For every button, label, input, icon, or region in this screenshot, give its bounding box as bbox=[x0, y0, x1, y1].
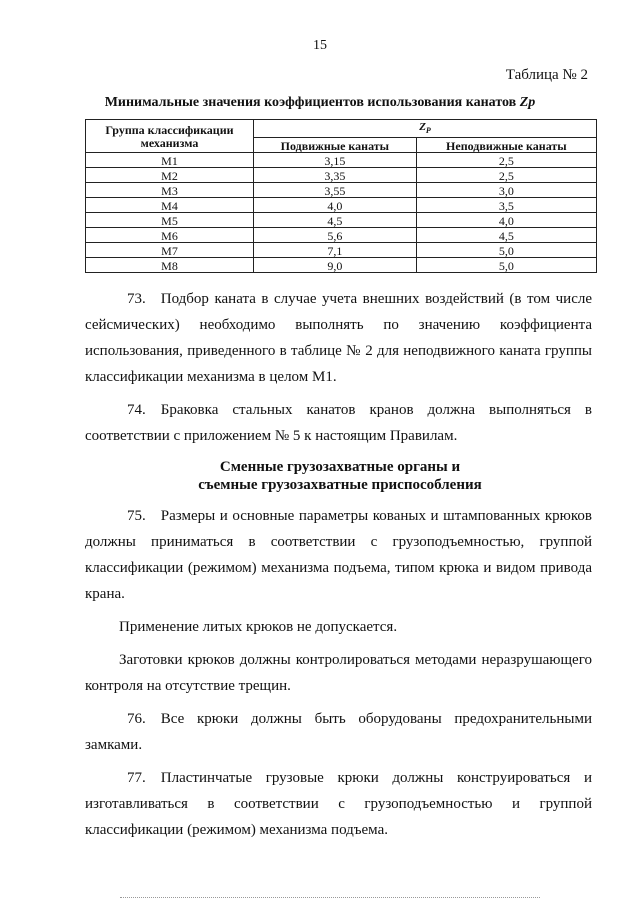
table-header-row bbox=[86, 120, 597, 138]
cell-moving: 9,0 bbox=[254, 258, 417, 273]
cell-group: M3 bbox=[86, 183, 254, 198]
section-heading bbox=[0, 458, 640, 494]
cell-group: M8 bbox=[86, 258, 254, 273]
cell-moving: 5,6 bbox=[254, 228, 417, 243]
cell-fixed: 5,0 bbox=[416, 243, 596, 258]
paragraph-77: 77. Пластинчатые грузовые крюки должны конструироваться и изготавливаться в соответствии с грузоподъемностью и группой классификации (режимом) механизма подъема. bbox=[85, 770, 592, 838]
cell-group: M6 bbox=[86, 228, 254, 243]
cell-fixed: 3,0 bbox=[416, 183, 596, 198]
table-row bbox=[86, 198, 597, 213]
paragraph-76: 76. Все крюки должны быть оборудованы предохранительными замками. bbox=[85, 711, 592, 753]
paragraphs-top bbox=[85, 286, 592, 456]
paragraphs-bottom bbox=[85, 503, 592, 850]
table-title bbox=[0, 95, 640, 111]
cell-fixed: 4,0 bbox=[416, 213, 596, 228]
cell-moving: 4,0 bbox=[254, 198, 417, 213]
header-zp-sub: P bbox=[425, 126, 431, 136]
table-title-text: Минимальные значения коэффициентов использования канатов bbox=[104, 95, 517, 110]
cell-fixed: 2,5 bbox=[416, 153, 596, 168]
cell-fixed: 5,0 bbox=[416, 258, 596, 273]
paragraph-75: 75. Размеры и основные параметры кованых и штампованных крюков должны приниматься в соответствии с грузоподъемностью, группой классификации (режимом) механизма подъема, типом крюка и видом привода крана. bbox=[85, 508, 592, 602]
cell-moving: 3,55 bbox=[254, 183, 417, 198]
table-title-symbol: Zp bbox=[519, 95, 536, 110]
section-heading-line-1: Сменные грузозахватные органы и bbox=[219, 459, 461, 475]
table-label: Таблица № 2 bbox=[505, 67, 588, 83]
page-number: 15 bbox=[313, 38, 327, 53]
table-row bbox=[86, 258, 597, 273]
header-zp-main: Z bbox=[419, 121, 426, 133]
cell-moving: 7,1 bbox=[254, 243, 417, 258]
table-row bbox=[86, 228, 597, 243]
section-heading-line-2: съемные грузозахватные приспособления bbox=[198, 477, 482, 493]
cell-fixed: 4,5 bbox=[416, 228, 596, 243]
paragraph-73: 73. Подбор каната в случае учета внешних воздействий (в том числе сейсмических) необходимо выполнять по значению коэффициента использования, приведенного в таблице № 2 для неподвижного каната группы классификации механизма в целом M1. bbox=[85, 291, 592, 385]
header-moving-ropes: Подвижные канаты bbox=[254, 138, 417, 153]
cell-group: M1 bbox=[86, 153, 254, 168]
table-row bbox=[86, 168, 597, 183]
cell-fixed: 3,5 bbox=[416, 198, 596, 213]
table-row bbox=[86, 213, 597, 228]
cell-fixed: 2,5 bbox=[416, 168, 596, 183]
header-group-classification: Группа классификации механизма bbox=[86, 120, 254, 153]
paragraph-cast-hooks: Применение литых крюков не допускается. bbox=[119, 619, 398, 635]
cell-moving: 3,15 bbox=[254, 153, 417, 168]
cell-group: M5 bbox=[86, 213, 254, 228]
table-row bbox=[86, 153, 597, 168]
table-row bbox=[86, 183, 597, 198]
cell-group: M2 bbox=[86, 168, 254, 183]
table-row bbox=[86, 243, 597, 258]
cell-moving: 3,35 bbox=[254, 168, 417, 183]
header-fixed-ropes: Неподвижные канаты bbox=[416, 138, 596, 153]
cell-group: M4 bbox=[86, 198, 254, 213]
coefficient-table bbox=[85, 119, 597, 273]
paragraph-hook-blanks: Заготовки крюков должны контролироваться методами неразрушающего контроля на отсутствие трещин. bbox=[85, 652, 592, 694]
table-body bbox=[86, 153, 597, 273]
paragraph-74: 74. Браковка стальных канатов кранов должна выполняться в соответствии с приложением № 5 к настоящим Правилам. bbox=[85, 402, 592, 444]
cell-moving: 4,5 bbox=[254, 213, 417, 228]
header-zp bbox=[254, 120, 597, 138]
cell-group: M7 bbox=[86, 243, 254, 258]
scan-edge-mark bbox=[120, 897, 540, 899]
